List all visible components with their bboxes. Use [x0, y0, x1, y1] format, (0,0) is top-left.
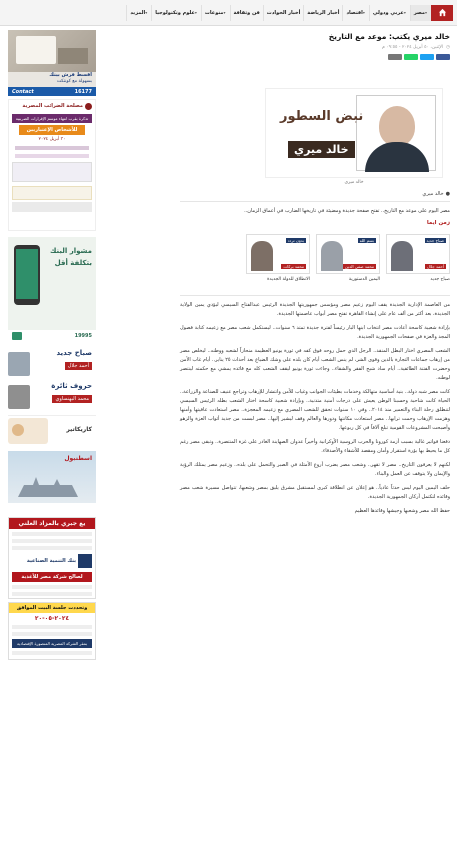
home-icon	[438, 8, 447, 17]
ad-text: بنك التنمية الصناعية	[26, 558, 76, 564]
nav-item-world[interactable]: عربي ودولي ▾	[369, 5, 410, 21]
related-author: محمد صفي الدين	[344, 264, 374, 269]
hero-photo	[356, 95, 436, 171]
mosque-skyline	[18, 477, 78, 497]
phone-image	[14, 245, 40, 305]
clock-icon: ◷	[446, 45, 450, 50]
tax-logo-icon	[85, 103, 92, 110]
ad-text: للأشخاص الإعتباريين	[19, 125, 85, 135]
article-intro: مصر اليوم على موعد مع التاريخ.. تفتح صفحة جديدة ومضيئة في تاريخها الضارب في أعماق الزمان..	[244, 208, 450, 214]
caricature-image	[8, 418, 48, 444]
columnist-card[interactable]	[8, 379, 96, 409]
columnist-photo	[8, 385, 30, 409]
caricature-card[interactable]	[8, 415, 96, 445]
article-paragraph: حلف اليمين اليوم ليس حدثاً عادياً.. هو إعلان عن انطلاقة كبرى لمستقبل مشرق يليق بمصر وشعبها، تتواصل مسيرة شعب مصر وقائده لتكتمل أركان الجمهورية الجديدة.	[180, 485, 450, 500]
hero-banner-title: نبض السطور	[280, 109, 364, 124]
ad-contact[interactable]	[8, 30, 96, 96]
article-paragraph: كانت مصر شبه دولة.. بنية أساسية متهالكة وخدمات بطيئات الجوانب وغياب للأمن وانتشار للإرهاب وتراجع عنيف للصناعة والزراعة.. الحياة كانت شاحبة وحسبنا الوطن يعيش على درجات أمنية متدنية.. وبإرادة شعبية كاسحة اختار الشعب بطله الرئيس السيسي لتنطلق رحلة البناء والتعمير منذ ٢٠١٤.. وفي ١٠ سنوات تحقق للشعب المصري مع زعيمه المعجزة.. مصر استعادت عافيتها وأمنها وهزمت الإرهاب وحمت ترابها.. مصر استعادت مكانتها ودورها والعالم وقف ليشير إليها.. مصر لبست من جديد أثواب العزة والزهو وأصبحت المشروعات القومية تبلغ آلافاً في كل ربوعها.	[180, 389, 450, 431]
article	[180, 32, 450, 516]
related-title[interactable]: صباح جديد	[430, 277, 450, 282]
article-paragraph: الشعب المصري اختار البطل المنقذ.. الرجل الذي حمل روحه فوق كفه في ثورة يونيو العظيمة منحازاً لشعبه ووطنه.. ليخلص مصر من إرهاب جماعات التجارة بالدين وقوى الشر، لم ينس الشعب أيام كان بلده على وشك الضياع بعد أحداث ٢٥ يناير.. أيام غاب الأمن وحضرت الفتنة الطائفية.. أيام ساد شبح الفقر والشقاء.. وجاءت ثورة يونيو ليقف الشعب كله مع قائده يمشي مع حكمته لينتصر لوطنه.	[180, 348, 450, 381]
ad-title: اسطنبول	[64, 455, 92, 462]
related-card[interactable]	[246, 234, 310, 283]
bank-logo-icon	[12, 332, 22, 340]
nav-item-misc[interactable]: منوعات ▾	[201, 5, 230, 21]
chevron-down-icon: ▾	[194, 10, 197, 15]
ad-tax-authority[interactable]	[8, 99, 96, 231]
related-image	[386, 234, 450, 274]
related-card[interactable]	[316, 234, 380, 283]
column-title: كاريكاتير	[66, 426, 92, 433]
divider	[180, 295, 450, 296]
print-icon[interactable]	[388, 54, 402, 60]
ad-title: مصلحة الضرائب المصرية	[22, 103, 83, 109]
related-badge: بدون تردد	[287, 238, 304, 243]
user-icon: ●	[445, 191, 450, 197]
ad-title: وتحددت جلسة البيت الموافق	[9, 603, 95, 613]
related-author: أحمد جلال	[426, 264, 444, 269]
column-title: صباح جديد	[56, 349, 92, 357]
article-paragraph: لكنهم لا يعرفون التاريخ.. مصر لا تقهر.. وشعب مصر يضرب أروع الأمثلة في الصبر والتحمل على بلده.. وزعيم مصر يمتلك الرؤية والإيمان ولا يتوقف عن العمل والبناء.	[180, 462, 450, 477]
related-title[interactable]: الانطلاق للدولة الجديدة	[267, 277, 310, 282]
image-caption: خالد ميري	[344, 180, 364, 185]
whatsapp-icon[interactable]	[404, 54, 418, 60]
chevron-down-icon: ▾	[223, 10, 226, 15]
article-paragraph: من العاصمة الإدارية الجديدة يقف اليوم زعيم مصر ومؤسس جمهوريتها الجديدة الرئيس عبدالفتاح السيسي ليؤدي يمين الولاية الجديدة، بعد أكثر من ألف عام على إنشاء القاهرة تفتح مصر أبواب عاصمتها الجديدة.	[180, 302, 450, 317]
ad-text: اقسط فرش بيتك	[49, 72, 92, 78]
related-articles	[180, 234, 450, 283]
related-card[interactable]	[386, 234, 450, 283]
columnist-name: محمد البهنساوي	[52, 395, 92, 403]
author[interactable]	[180, 191, 450, 197]
related-badge: صباح جديد	[426, 238, 444, 243]
phone-number: 16177	[74, 88, 92, 95]
columnist-photo	[8, 352, 30, 376]
ad-bank[interactable]	[8, 237, 96, 342]
ad-session[interactable]	[8, 602, 96, 660]
sidebar	[8, 30, 96, 663]
related-image	[246, 234, 310, 274]
related-title[interactable]: اليمين الدستورية	[348, 277, 380, 282]
chevron-down-icon: ▾	[145, 10, 148, 15]
columnist-name: أحمد جلال	[65, 362, 92, 370]
ad-text: بمقر الشركة المصرية المنصورة الإقتصادية	[12, 639, 92, 648]
nav-item-sports[interactable]: أخبار الرياضة	[303, 5, 342, 21]
top-navbar	[0, 0, 457, 26]
nav-item-accidents[interactable]: أخبار الحوادث	[263, 5, 304, 21]
nav-item-culture[interactable]: فن وثقافة	[230, 5, 263, 21]
twitter-icon[interactable]	[420, 54, 434, 60]
nav-item-more[interactable]: المزيد ▾	[126, 5, 151, 21]
article-date: الإثنين، ٥٠ أبريل ٢٠٢٤ - ٠٩:٥٥ م	[382, 45, 444, 50]
brand-logo: Contact	[12, 88, 34, 95]
related-badge: بسم الله	[359, 238, 374, 243]
hero-image	[265, 88, 443, 178]
chevron-down-icon: ▾	[362, 10, 365, 15]
ad-text: بسهولة مع كونتكت	[56, 79, 92, 84]
nav-item-tech[interactable]: علوم وتكنولوجيا ▾	[151, 5, 201, 21]
ad-photo	[8, 30, 96, 72]
author-name: خالد ميري	[422, 191, 444, 197]
ad-text: لصالح شركة مصر للأغذية	[12, 572, 92, 582]
chevron-down-icon: ▾	[403, 10, 406, 15]
share-buttons	[180, 54, 450, 60]
related-label[interactable]: زمن ايما	[426, 220, 450, 226]
nav-item-economy[interactable]: اقتصاد ▾	[342, 5, 368, 21]
ad-auction[interactable]	[8, 517, 96, 599]
ad-title: مشوار البنك	[50, 247, 92, 255]
nav-item-egypt[interactable]: مصر ▾	[410, 5, 431, 21]
related-image	[316, 234, 380, 274]
ad-travel[interactable]	[8, 451, 96, 511]
bank-logo-icon	[78, 554, 92, 568]
divider	[180, 201, 450, 202]
article-paragraph: دفعنا فواتير غالية بسبب أزمة كورونا والحرب الروسية الأوكرانية وأخيراً عدوان الصهاينة الغادر على غزة المنتصرة.. وتبقى مصر رغم كل ما يحيط بها بؤرة استقرار وأمان ومقصد للأشقاء والأصدقاء.	[180, 439, 450, 454]
hero-name: خالد ميري	[288, 141, 355, 158]
columnist-card[interactable]	[8, 346, 96, 376]
article-meta	[180, 45, 450, 50]
chevron-down-icon: ▾	[424, 10, 427, 15]
phone-number: 19995	[74, 333, 92, 339]
column-title: حروف ثائرة	[51, 382, 92, 390]
ad-text: تذكرة بقرب انتهاء موسم الإقرارات الضريبية	[12, 114, 92, 123]
article-paragraph: بإرادة شعبية كاسحة أعادت مصر انتخاب ابنها البار رئيساً لفترة جديدة تمتد ٦ سنوات.. ليستكمل شعب مصر مع زعيمه كتابة فصول المجد والعزة في صفحات الجمهورية الجديدة.	[180, 325, 450, 340]
article-paragraph: حفظ الله مصر وشعبها وجيشها وقائدها العظيم	[354, 508, 450, 514]
facebook-icon[interactable]	[436, 54, 450, 60]
ad-title: يع جبري بالمزاد العلني	[9, 518, 95, 529]
ad-title: بتكلفة أقل	[54, 259, 92, 267]
ad-date: ٣٠ أبريل ٢٠٢٤	[38, 137, 66, 142]
home-button[interactable]	[431, 5, 453, 21]
article-title: خالد ميري يكتب: موعد مع التاريخ	[328, 32, 450, 41]
related-author: محمد بركات	[283, 264, 304, 269]
ad-date: ٢٠٢٤-٠٥-٢٠	[34, 615, 70, 622]
